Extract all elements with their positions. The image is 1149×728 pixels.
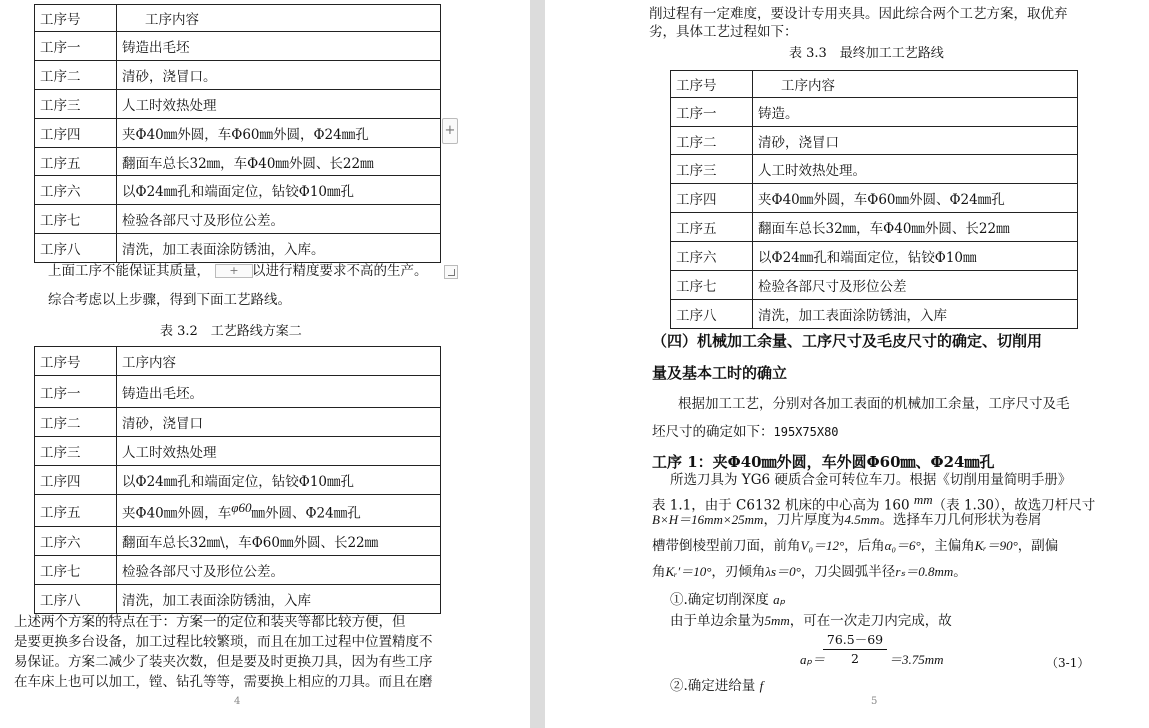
formula-result: ＝3.75mm [889, 652, 944, 667]
table-row [35, 176, 441, 205]
step-content-cell: 夹Φ40㎜外圆，车$^{\varphi 60}$㎜外圆、Φ24㎜孔 [117, 495, 441, 527]
process-table-2 [34, 346, 441, 614]
minor-cutting-angle: Kᵣ′＝10° [665, 564, 712, 579]
allowance-value: 5mm [764, 613, 790, 628]
section-heading: 量及基本工时的确立 [652, 364, 788, 382]
table-header-cell: 工序号 [671, 71, 753, 98]
insert-thickness: 4.5mm [844, 512, 880, 527]
step-content-cell: 翻面车总长32㎜，车Φ40㎜外圆、长22㎜ [753, 213, 1078, 242]
table-row [35, 585, 441, 614]
step-content-cell: 清砂，浇冒口 [117, 408, 441, 437]
step-number-cell: 工序五 [35, 495, 117, 527]
paragraph-line: 是要更换多台设备，加工过程比较繁琐，而且在加工过程中位置精度不 [14, 634, 433, 650]
formula-number: （3-1） [1046, 656, 1090, 670]
add-row-icon[interactable]: + [442, 118, 458, 144]
table-row [35, 234, 441, 263]
step-content-cell: 以Φ24㎜孔和端面定位，钻铰Φ10㎜ [753, 242, 1078, 271]
table-row [671, 155, 1078, 184]
table-header-cell: 工序号 [35, 347, 117, 376]
step-number-cell: 工序四 [35, 119, 117, 148]
page-number: 5 [871, 696, 878, 707]
step-content-cell: 人工时效热处理 [117, 90, 441, 119]
tool-size-expr: B×H＝16mm×25mm [652, 512, 764, 527]
paragraph-line: 易保证。方案二减少了装夹次数，但是要及时更换刀具，因为有些工序 [14, 654, 433, 670]
step-content-cell: 翻面车总长32㎜\，车Φ60㎜外圆、长22㎜ [117, 527, 441, 556]
blank-size-value: 195X75X80 [773, 425, 839, 439]
add-row-icon[interactable]: + [215, 264, 253, 278]
paragraph-line: 坯尺寸的确定如下：195X75X80 [652, 424, 839, 440]
step-number-cell: 工序八 [35, 585, 117, 614]
table-row [35, 32, 441, 61]
table-row [671, 98, 1078, 127]
table-row [671, 300, 1078, 329]
step-heading: 工序 1：夹Φ40㎜外圆，车外圆Φ60㎜、Φ24㎜孔 [652, 453, 995, 471]
clearance-angle: α₀＝6° [884, 538, 921, 553]
table-row [671, 184, 1078, 213]
diameter-symbol: φ60 [231, 499, 252, 515]
table-row [671, 127, 1078, 155]
step-number-cell: 工序一 [671, 98, 753, 127]
feed-symbol: f [759, 678, 764, 693]
table-row [35, 205, 441, 234]
formula-fraction [823, 631, 887, 668]
step-content-cell: 夹Φ40㎜外圆，车Φ60㎜外圆，Φ24㎜孔 [117, 119, 441, 148]
paragraph-line: ②.确定进给量 f [670, 678, 764, 694]
step-content-cell: 铸造出毛坯。 [117, 376, 441, 408]
rake-angle: V₀＝12° [800, 538, 845, 553]
paragraph-line: 角Kᵣ′＝10°，刃倾角λs＝0°，刀尖圆弧半径rₛ＝0.8mm。 [652, 564, 967, 580]
process-table-1 [34, 4, 441, 263]
table-header-cell: 工序号 [35, 5, 117, 32]
paragraph-text: 综合考虑以上步骤，得到下面工艺路线。 [48, 292, 291, 308]
page-gap [530, 0, 545, 728]
paragraph-line: 表 1.1，由于 C6132 机床的中心高为 160 $^{mm}$（表 1.30），故选刀杆尺寸 [652, 492, 1096, 514]
step-number-cell: 工序六 [671, 242, 753, 271]
table-row [35, 376, 441, 408]
step-content-cell: 检验各部尺寸及形位公差 [753, 271, 1078, 300]
step-content-cell: 检验各部尺寸及形位公差。 [117, 205, 441, 234]
step-content-cell: 夹Φ40㎜外圆，车Φ60㎜外圆、Φ24㎜孔 [753, 184, 1078, 213]
paragraph-line: 上述两个方案的特点在于：方案一的定位和装夹等都比较方便，但 [14, 614, 406, 630]
paragraph-line: 削过程有一定难度，要设计专用夹具。因此综合两个工艺方案，取优弃 [649, 6, 1068, 22]
step-number-cell: 工序七 [35, 556, 117, 585]
step-content-cell: 人工时效热处理 [117, 437, 441, 466]
step-number-cell: 工序二 [35, 61, 117, 90]
table-row [671, 242, 1078, 271]
inclination-angle: λs＝0° [765, 564, 801, 579]
step-number-cell: 工序七 [35, 205, 117, 234]
table-header-row [35, 5, 441, 32]
table-row [35, 437, 441, 466]
table-row [671, 271, 1078, 300]
step-content-cell: 清砂，浇冒口 [753, 127, 1078, 155]
formula-denominator: 2 [851, 651, 859, 666]
table-header-cell: 工序内容 [753, 71, 1078, 98]
process-table-3 [670, 70, 1078, 329]
step-number-cell: 工序四 [671, 184, 753, 213]
main-cutting-angle: Kᵣ＝90° [974, 538, 1018, 553]
table-header-cell: 工序内容 [117, 5, 441, 32]
paragraph-line: 劣，具体工艺过程如下： [649, 24, 798, 40]
table-row [35, 556, 441, 585]
table-caption: 表 3.3 最终加工工艺路线 [789, 46, 944, 61]
paragraph-line: B×H＝16mm×25mm，刀片厚度为4.5mm。选择车刀几何形状为卷屑 [652, 512, 1042, 528]
step-number-cell: 工序三 [35, 437, 117, 466]
step-content-cell: 清洗，加工表面涂防锈油，入库 [117, 585, 441, 614]
table-header-row [671, 71, 1078, 98]
nose-radius: rₛ＝0.8mm [895, 564, 954, 579]
paragraph-line: 根据加工工艺，分别对各加工表面的机械加工余量，工序尺寸及毛 [678, 396, 1070, 412]
step-number-cell: 工序五 [35, 148, 117, 176]
paragraph-line: 在车床上也可以加工，镗、钻孔等等，需要换上相应的刀具。而且在磨 [14, 674, 433, 690]
step-number-cell: 工序三 [35, 90, 117, 119]
step-number-cell: 工序二 [671, 127, 753, 155]
table-caption: 表 3.2 工艺路线方案二 [160, 324, 302, 339]
step-number-cell: 工序一 [35, 32, 117, 61]
paragraph-line: ①.确定切削深度 aₚ [670, 592, 786, 608]
paragraph-text: 上面工序不能保证其质量， [48, 263, 210, 279]
cut-depth-symbol: aₚ [773, 592, 786, 607]
section-heading: （四）机械加工余量、工序尺寸及毛皮尺寸的确定、切削用 [652, 332, 1043, 350]
formula-numerator: 76.5－69 [823, 631, 887, 650]
formula-lhs: aₚ＝ [800, 652, 826, 667]
step-content-cell: 铸造。 [753, 98, 1078, 127]
paragraph-line: 槽带倒棱型前刀面，前角V₀＝12°，后角α₀＝6°，主偏角Kᵣ＝90°，副偏 [652, 538, 1059, 554]
table-row [35, 527, 441, 556]
step-content-cell: 清砂，浇冒口。 [117, 61, 441, 90]
step-content-cell: 人工时效热处理。 [753, 155, 1078, 184]
step-content-cell: 铸造出毛坯 [117, 32, 441, 61]
step-content-cell: 翻面车总长32㎜，车Φ40㎜外圆、长22㎜ [117, 148, 441, 176]
step-number-cell: 工序八 [35, 234, 117, 263]
step-number-cell: 工序八 [671, 300, 753, 329]
step-number-cell: 工序二 [35, 408, 117, 437]
paragraph-line: 所选刀具为 YG6 硬质合金可转位车刀。根据《切削用量简明手册》 [670, 472, 1072, 488]
document-page-5 [545, 0, 1149, 728]
table-row [35, 61, 441, 90]
unit-mm: mm [913, 492, 933, 507]
step-content-cell: 清洗，加工表面涂防锈油，入库 [753, 300, 1078, 329]
paragraph-text: 以进行精度要求不高的生产。 [252, 263, 428, 279]
step-content-cell: 检验各部尺寸及形位公差。 [117, 556, 441, 585]
step-number-cell: 工序六 [35, 176, 117, 205]
paragraph-line: 由于单边余量为5mm，可在一次走刀内完成，故 [670, 613, 952, 629]
step-number-cell: 工序七 [671, 271, 753, 300]
step-number-cell: 工序一 [35, 376, 117, 408]
step-content-cell: 以Φ24㎜孔和端面定位，钻铰Φ10㎜孔 [117, 176, 441, 205]
table-header-cell: 工序内容 [117, 347, 441, 376]
page-number: 4 [234, 696, 241, 707]
table-row [35, 148, 441, 176]
table-row [35, 119, 441, 148]
table-row [671, 213, 1078, 242]
step-number-cell: 工序三 [671, 155, 753, 184]
step-number-cell: 工序六 [35, 527, 117, 556]
step-number-cell: 工序四 [35, 466, 117, 495]
step-content-cell: 清洗，加工表面涂防锈油，入库。 [117, 234, 441, 263]
step-number-cell: 工序五 [671, 213, 753, 242]
resize-handle-icon[interactable] [444, 265, 458, 279]
table-row [35, 466, 441, 495]
step-content-cell: 以Φ24㎜孔和端面定位，钻铰Φ10㎜孔 [117, 466, 441, 495]
table-header-row [35, 347, 441, 376]
document-page-4 [0, 0, 530, 728]
table-row [35, 408, 441, 437]
table-row [35, 90, 441, 119]
table-row [35, 495, 441, 527]
